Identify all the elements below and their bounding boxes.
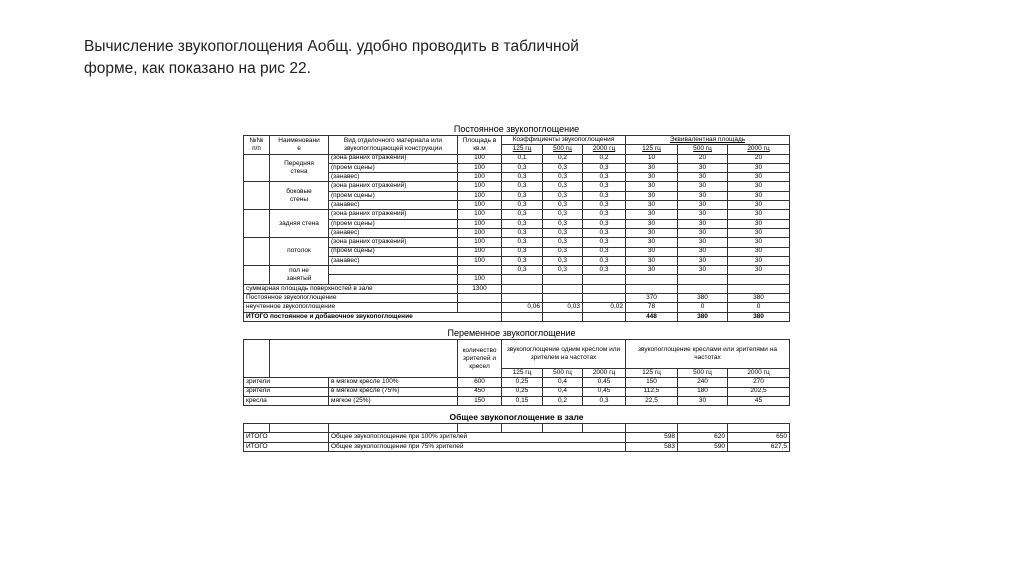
coefficient-cell: 0,3 xyxy=(502,219,543,228)
cell-line: №№ xyxy=(249,136,264,144)
table-row xyxy=(244,210,790,219)
total-area-value: 1300 xyxy=(458,284,502,293)
equivalent-cell: 0 xyxy=(678,303,728,312)
coefficient-cell: 0,2 xyxy=(543,396,583,405)
coefficient-cell: 0,3 xyxy=(583,182,626,191)
coefficient-cell: 0,3 xyxy=(583,238,626,247)
material-cell xyxy=(329,266,458,275)
cell-line: занятый xyxy=(286,274,312,282)
coefficient-cell: 0,3 xyxy=(543,256,583,265)
empty-cell xyxy=(583,424,626,433)
equivalent-cell: 30 xyxy=(626,247,678,256)
coefficient-cell: 0,3 xyxy=(583,396,626,405)
total-label: ИТОГО xyxy=(244,442,329,451)
equivalent-cell: 240 xyxy=(678,378,728,387)
equivalent-cell: 30 xyxy=(678,163,728,172)
coefficient-cell: 0,3 xyxy=(543,163,583,172)
area-cell: 100 xyxy=(458,228,502,237)
equivalent-cell: 30 xyxy=(626,266,678,275)
equivalent-cell: 30 xyxy=(626,163,678,172)
empty-cell xyxy=(678,424,728,433)
empty-cell xyxy=(583,294,626,303)
coefficient-cell: 0,3 xyxy=(583,173,626,182)
material-cell: (зона ранних отражений) xyxy=(329,238,458,247)
coefficient-cell: 0,2 xyxy=(543,154,583,163)
coefficient-cell: 0,25 xyxy=(502,387,543,396)
material-cell: (занавес) xyxy=(329,228,458,237)
empty-cell xyxy=(678,284,728,293)
table-row xyxy=(244,387,790,396)
coefficient-cell: 0,3 xyxy=(543,210,583,219)
header-name xyxy=(270,136,329,155)
coefficient-cell: 0,3 xyxy=(502,238,543,247)
header-all-seats: звукопоглощение креслами или зрителями на частотах xyxy=(626,339,790,368)
equivalent-cell: 380 xyxy=(678,294,728,303)
material-cell: (занавес) xyxy=(329,256,458,265)
surface-name: задняя стена xyxy=(270,210,329,238)
equivalent-cell: 30 xyxy=(678,247,728,256)
coefficient-cell: 0,3 xyxy=(543,247,583,256)
coefficient-cell: 0,3 xyxy=(502,266,543,275)
header-num xyxy=(244,136,270,155)
cell-line: п/п xyxy=(252,144,261,152)
equivalent-cell: 30 xyxy=(728,201,790,210)
header-one-seat: звукопоглощение одним креслом или зрителем на частотах xyxy=(502,339,626,368)
header-frequency: 125 гц xyxy=(626,368,678,377)
constant-absorption-title: Постоянное звукопоглощение xyxy=(453,124,580,134)
empty-cell xyxy=(728,424,790,433)
empty-cell xyxy=(270,339,458,377)
equivalent-cell: 30 xyxy=(728,247,790,256)
page-heading xyxy=(84,36,684,80)
header-frequency: 500 гц xyxy=(678,368,728,377)
area-cell: 100 xyxy=(458,191,502,200)
equivalent-cell: 180 xyxy=(678,387,728,396)
equivalent-cell: 30 xyxy=(678,256,728,265)
cell-line: Площадь в xyxy=(462,136,497,144)
equivalent-cell: 30 xyxy=(678,219,728,228)
table-row xyxy=(244,303,790,312)
coefficient-cell: 0,25 xyxy=(502,378,543,387)
equivalent-cell: 30 xyxy=(728,173,790,182)
coefficient-cell: 0,3 xyxy=(502,256,543,265)
equivalent-cell: 30 xyxy=(626,238,678,247)
seat-type: в мягком кресле (75%) xyxy=(329,387,458,396)
surface-name xyxy=(270,266,329,285)
surface-name: потолок xyxy=(270,238,329,266)
cell-line: стены xyxy=(289,195,309,203)
table-row xyxy=(244,284,790,293)
empty-cell xyxy=(678,275,728,284)
total-value: 620 xyxy=(678,433,728,442)
table-row xyxy=(244,442,790,451)
coefficient-cell: 0,3 xyxy=(543,266,583,275)
table-row xyxy=(244,433,790,442)
coefficient-cell: 0,3 xyxy=(543,228,583,237)
area-cell: 100 xyxy=(458,154,502,163)
equivalent-cell: 380 xyxy=(728,294,790,303)
coefficient-cell: 0,06 xyxy=(502,303,543,312)
equivalent-cell: 270 xyxy=(728,378,790,387)
surface-name xyxy=(270,182,329,210)
equivalent-cell: 30 xyxy=(626,182,678,191)
audience-type: зрители xyxy=(244,378,329,387)
equivalent-cell: 30 xyxy=(728,228,790,237)
coefficient-cell: 0,02 xyxy=(583,303,626,312)
empty-cell xyxy=(583,284,626,293)
total-value: 380 xyxy=(728,312,790,321)
header-frequency: 125 гц xyxy=(502,368,543,377)
empty-cell xyxy=(543,275,583,284)
equivalent-cell: 30 xyxy=(678,210,728,219)
equivalent-cell: 78 xyxy=(626,303,678,312)
coefficient-cell: 0,3 xyxy=(543,173,583,182)
coefficient-cell: 0,3 xyxy=(583,256,626,265)
empty-cell xyxy=(543,284,583,293)
material-cell: (зона ранних отражений) xyxy=(329,154,458,163)
equivalent-cell: 22,5 xyxy=(626,396,678,405)
empty-cell xyxy=(626,284,678,293)
area-cell: 100 xyxy=(458,247,502,256)
empty-cell xyxy=(244,424,270,433)
empty-cell xyxy=(626,424,678,433)
empty-cell xyxy=(502,275,543,284)
header-frequency: 500 гц xyxy=(543,145,583,154)
section-title-row xyxy=(244,321,790,339)
equivalent-cell: 30 xyxy=(728,256,790,265)
spreadsheet-figure xyxy=(243,122,789,452)
material-cell: (проем сцены) xyxy=(329,219,458,228)
empty-cell xyxy=(502,424,543,433)
empty-cell xyxy=(502,294,543,303)
cell-line: боковые xyxy=(286,187,312,195)
coefficient-cell: 0,3 xyxy=(502,173,543,182)
equivalent-cell: 30 xyxy=(626,201,678,210)
equivalent-cell: 30 xyxy=(678,191,728,200)
surface-name xyxy=(270,154,329,182)
empty-cell xyxy=(458,294,502,303)
count-cell: 450 xyxy=(458,387,502,396)
equivalent-cell: 0 xyxy=(728,303,790,312)
empty-cell xyxy=(502,284,543,293)
table-row xyxy=(244,154,790,163)
total-value: 448 xyxy=(626,312,678,321)
equivalent-cell: 30 xyxy=(728,182,790,191)
equivalent-cell: 45 xyxy=(728,396,790,405)
material-cell: (зона ранних отражений) xyxy=(329,182,458,191)
equivalent-cell: 30 xyxy=(678,182,728,191)
equivalent-cell: 20 xyxy=(678,154,728,163)
coefficient-cell: 0,1 xyxy=(502,154,543,163)
total-value: 583 xyxy=(626,442,678,451)
equivalent-cell: 30 xyxy=(678,266,728,275)
area-cell: 100 xyxy=(458,210,502,219)
equivalent-cell: 30 xyxy=(626,256,678,265)
empty-cell xyxy=(502,312,543,321)
equivalent-cell: 20 xyxy=(728,154,790,163)
empty-cell xyxy=(583,312,626,321)
cell-line: кв.м xyxy=(473,144,486,152)
coefficient-cell: 0,3 xyxy=(543,191,583,200)
coefficient-cell: 0,3 xyxy=(583,163,626,172)
area-cell: 100 xyxy=(458,256,502,265)
coefficient-cell: 0,3 xyxy=(543,238,583,247)
total-area-label: суммарная площадь поверхностей в зале xyxy=(244,284,458,293)
coefficient-cell: 0,3 xyxy=(543,219,583,228)
header-coefficients: Коэффициенты звукопоглощения xyxy=(502,136,626,145)
acoustic-table xyxy=(243,122,790,452)
variable-absorption-title: Переменное звукопоглощение xyxy=(447,327,576,338)
equivalent-cell: 30 xyxy=(626,219,678,228)
header-row xyxy=(244,339,790,368)
coefficient-cell: 0,03 xyxy=(543,303,583,312)
total-value: 380 xyxy=(678,312,728,321)
total-value: 598 xyxy=(626,433,678,442)
coefficient-cell: 0,3 xyxy=(583,219,626,228)
total-description: Общее звукопоглощение при 75% зрителей xyxy=(329,442,626,451)
header-frequency: 125 гц xyxy=(502,145,543,154)
total-description: Общее звукопоглощение при 100% зрителей xyxy=(329,433,626,442)
header-equivalent-area: Эквивалентная площадь xyxy=(626,136,790,145)
total-label: ИТОГО постоянное и добавочное звукопоглощение xyxy=(244,312,502,321)
header-frequency: 500 гц xyxy=(543,368,583,377)
overall-absorption-title: Общее звукопоглощение в зале xyxy=(449,412,584,423)
row-number xyxy=(244,182,270,210)
coefficient-cell: 0,3 xyxy=(543,182,583,191)
area-cell: 100 xyxy=(458,201,502,210)
empty-cell xyxy=(583,275,626,284)
empty-cell xyxy=(244,339,270,377)
audience-type: кресла xyxy=(244,396,329,405)
coefficient-cell: 0,3 xyxy=(583,228,626,237)
cell-line: Вид отделочного материала или xyxy=(343,136,443,144)
row-number xyxy=(244,266,270,285)
equivalent-cell: 30 xyxy=(626,228,678,237)
area-cell xyxy=(458,266,502,275)
coefficient-cell: 0,3 xyxy=(502,201,543,210)
row-number xyxy=(244,210,270,238)
equivalent-cell: 30 xyxy=(678,173,728,182)
header-frequency: 2000 гц xyxy=(583,145,626,154)
header-material xyxy=(329,136,458,155)
header-frequency: 125 гц xyxy=(626,145,678,154)
count-cell: 600 xyxy=(458,378,502,387)
cell-line: стена xyxy=(290,168,308,176)
table-row xyxy=(244,294,790,303)
equivalent-cell: 112,5 xyxy=(626,387,678,396)
coefficient-cell: 0,15 xyxy=(502,396,543,405)
coefficient-cell: 0,2 xyxy=(583,154,626,163)
empty-cell xyxy=(543,424,583,433)
material-cell: (проем сцены) xyxy=(329,191,458,200)
area-cell: 100 xyxy=(458,238,502,247)
header-frequency: 2000 гц xyxy=(728,368,790,377)
empty-cell xyxy=(626,275,678,284)
empty-cell xyxy=(728,275,790,284)
unaccounted-label: неучтенное звукопоглощение xyxy=(244,303,458,312)
equivalent-cell: 30 xyxy=(626,191,678,200)
total-label: ИТОГО xyxy=(244,433,329,442)
equivalent-cell: 10 xyxy=(626,154,678,163)
coefficient-cell: 0,3 xyxy=(502,191,543,200)
cell-line: е xyxy=(297,144,301,152)
header-area xyxy=(458,136,502,155)
empty-cell xyxy=(728,284,790,293)
heading-line-1: Вычисление звукопоглощения Аобщ. удобно проводить в табличной xyxy=(84,38,579,55)
row-number xyxy=(244,238,270,266)
area-cell: 100 xyxy=(458,163,502,172)
equivalent-cell: 30 xyxy=(728,238,790,247)
material-cell: (проем сцены) xyxy=(329,247,458,256)
coefficient-cell: 0,3 xyxy=(583,210,626,219)
coefficient-cell: 0,3 xyxy=(583,191,626,200)
cell-line: Наименовани xyxy=(278,136,320,144)
coefficient-cell: 0,4 xyxy=(543,378,583,387)
coefficient-cell: 0,3 xyxy=(502,163,543,172)
total-value: 590 xyxy=(678,442,728,451)
material-cell: (проем сцены) xyxy=(329,163,458,172)
table-row xyxy=(244,266,790,275)
equivalent-cell: 30 xyxy=(728,219,790,228)
area-cell: 100 xyxy=(458,275,502,284)
area-cell: 100 xyxy=(458,219,502,228)
empty-cell xyxy=(543,294,583,303)
coefficient-cell: 0,3 xyxy=(583,266,626,275)
total-value: 650 xyxy=(728,433,790,442)
material-cell xyxy=(329,275,458,284)
cell-line: пол не xyxy=(289,266,309,274)
empty-cell xyxy=(458,424,502,433)
coefficient-cell: 0,3 xyxy=(502,182,543,191)
header-count: количество зрителей и кресел xyxy=(458,339,502,377)
audience-type: зрители xyxy=(244,387,329,396)
equivalent-cell: 30 xyxy=(678,396,728,405)
header-frequency: 500 гц xyxy=(678,145,728,154)
equivalent-cell: 30 xyxy=(678,238,728,247)
coefficient-cell: 0,45 xyxy=(583,387,626,396)
heading-line-2: форме, как показано на рис 22. xyxy=(84,60,311,77)
material-cell: (занавес) xyxy=(329,201,458,210)
table-row xyxy=(244,238,790,247)
equivalent-cell: 150 xyxy=(626,378,678,387)
coefficient-cell: 0,3 xyxy=(583,247,626,256)
equivalent-cell: 30 xyxy=(728,191,790,200)
section-title-row xyxy=(244,406,790,424)
table-row xyxy=(244,182,790,191)
coefficient-cell: 0,45 xyxy=(583,378,626,387)
cell-line: звукопоглощающей конструкции xyxy=(343,144,443,152)
header-frequency: 2000 гц xyxy=(583,368,626,377)
count-cell: 150 xyxy=(458,396,502,405)
empty-cell xyxy=(458,303,502,312)
empty-cell xyxy=(543,312,583,321)
section-title-row xyxy=(244,122,790,136)
coefficient-cell: 0,3 xyxy=(502,210,543,219)
coefficient-cell: 0,4 xyxy=(543,387,583,396)
table-row xyxy=(244,424,790,433)
area-cell: 100 xyxy=(458,173,502,182)
equivalent-cell: 30 xyxy=(626,210,678,219)
equivalent-cell: 202,5 xyxy=(728,387,790,396)
empty-cell xyxy=(270,424,329,433)
coefficient-cell: 0,3 xyxy=(502,228,543,237)
equivalent-cell: 30 xyxy=(728,210,790,219)
coefficient-cell: 0,3 xyxy=(583,201,626,210)
equivalent-cell: 30 xyxy=(678,201,728,210)
seat-type: мягкое (25%) xyxy=(329,396,458,405)
table-row xyxy=(244,312,790,321)
area-cell: 100 xyxy=(458,182,502,191)
equivalent-cell: 370 xyxy=(626,294,678,303)
header-frequency: 2000 гц xyxy=(728,145,790,154)
coefficient-cell: 0,3 xyxy=(502,247,543,256)
equivalent-cell: 30 xyxy=(678,228,728,237)
equivalent-cell: 30 xyxy=(626,173,678,182)
cell-line: Передняя xyxy=(284,160,314,168)
equivalent-cell: 30 xyxy=(728,163,790,172)
row-number xyxy=(244,154,270,182)
material-cell: (зона ранних отражений) xyxy=(329,210,458,219)
table-row xyxy=(244,378,790,387)
material-cell: (занавес) xyxy=(329,173,458,182)
total-value: 627,5 xyxy=(728,442,790,451)
seat-type: в мягком кресле 100% xyxy=(329,378,458,387)
empty-cell xyxy=(329,424,458,433)
constant-absorption-label: Постоянное звукопоглощение xyxy=(244,294,458,303)
coefficient-cell: 0,3 xyxy=(543,201,583,210)
table-row xyxy=(244,396,790,405)
header-row xyxy=(244,136,790,145)
equivalent-cell: 30 xyxy=(728,266,790,275)
